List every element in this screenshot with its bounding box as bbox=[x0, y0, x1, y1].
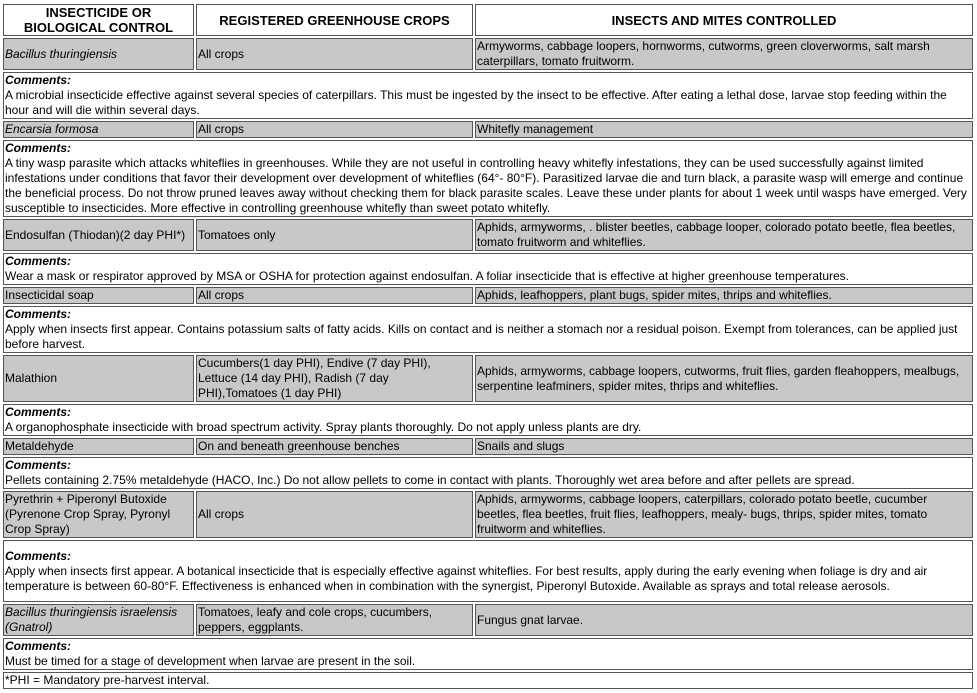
table-row bbox=[3, 287, 973, 304]
comment-text: Wear a mask or respirator approved by MSA or OSHA for protection against endosulfan. A foliar insecticide that is effective at higher greenhouse temperatures. bbox=[5, 269, 850, 283]
comments-label: Comments: bbox=[5, 254, 72, 268]
header-row bbox=[3, 4, 973, 36]
insecticide-name: Endosulfan (Thiodan)(2 day PHI*) bbox=[3, 219, 194, 251]
comment-text: Apply when insects first appear. Contains potassium salts of fatty acids. Kills on contact and is neither a stomach nor a residual poison. Exempt from tolerances, can be applied just before harvest. bbox=[5, 322, 958, 351]
registered-crops: On and beneath greenhouse benches bbox=[196, 438, 473, 455]
table-row bbox=[3, 491, 973, 538]
table-row bbox=[3, 121, 973, 138]
comment-cell bbox=[3, 306, 973, 353]
pests-controlled: Aphids, armyworms, cabbage loopers, cutworms, fruit flies, garden fleahoppers, mealbugs, serpentine leafminers, spider mites, thrips and whiteflies. bbox=[475, 355, 973, 402]
comments-label: Comments: bbox=[5, 73, 72, 87]
insecticide-name: Pyrethrin + Piperonyl Butoxide (Pyrenone Crop Spray, Pyronyl Crop Spray) bbox=[3, 491, 194, 538]
comment-row bbox=[3, 306, 973, 353]
comment-row bbox=[3, 253, 973, 285]
comment-text: Apply when insects first appear. A botanical insecticide that is especially effective against whiteflies. For best results, apply during the early evening when foliage is dry and air temperature is between 60-80°F. Effectiveness is enhanced when in combination with the synergist, Piperonyl Butoxide. Available as sprays and total release aerosols. bbox=[5, 563, 928, 593]
footnote-row bbox=[3, 672, 973, 689]
comment-row bbox=[3, 140, 973, 217]
comment-row bbox=[3, 72, 973, 119]
registered-crops: All crops bbox=[196, 38, 473, 70]
pests-controlled: Snails and slugs bbox=[475, 438, 973, 455]
comment-cell bbox=[3, 140, 973, 217]
comment-cell bbox=[3, 457, 973, 489]
table-row bbox=[3, 604, 973, 636]
registered-crops: All crops bbox=[196, 121, 473, 138]
comment-text: A tiny wasp parasite which attacks whiteflies in greenhouses. While they are not useful in controlling heavy whitefly infestations, they can be used successfully against limited infestations under conditions that favor their development over development of whiteflies (64°- 80°F). Parasitized larvae die and turn black, a parasite wasp will emerge and continue the beneficial process. Do not throw pruned leaves away without checking them for black parasite scales. Leave these under plants for about 1 week until wasps have emerged. Very susceptible to insecticides. More effective in controlling greenhouse whitefly than sweet potato whitefly. bbox=[5, 156, 967, 215]
table-row bbox=[3, 219, 973, 251]
comments-label: Comments: bbox=[5, 307, 72, 321]
comment-row bbox=[3, 638, 973, 670]
pests-controlled: Aphids, armyworms, . blister beetles, cabbage looper, colorado potato beetle, flea beetles, tomato fruitworm and whiteflies. bbox=[475, 219, 973, 251]
registered-crops: Cucumbers(1 day PHI), Endive (7 day PHI), Lettuce (14 day PHI), Radish (7 day PHI),Tomatoes (1 day PHI) bbox=[196, 355, 473, 402]
comments-label: Comments: bbox=[5, 639, 72, 653]
comments-label: Comments: bbox=[5, 458, 72, 472]
comment-row bbox=[3, 404, 973, 436]
table-row bbox=[3, 438, 973, 455]
insecticide-name: Insecticidal soap bbox=[3, 287, 194, 304]
comment-row bbox=[3, 457, 973, 489]
comment-text: Must be timed for a stage of development when larvae are present in the soil. bbox=[5, 654, 416, 668]
comment-row bbox=[3, 540, 973, 602]
comment-cell bbox=[3, 638, 973, 670]
insecticide-name: Encarsia formosa bbox=[3, 121, 194, 138]
comment-text: A organophosphate insecticide with broad spectrum activity. Spray plants thoroughly. Do not apply unless plants are dry. bbox=[5, 420, 642, 434]
comment-cell bbox=[3, 72, 973, 119]
registered-crops: Tomatoes, leafy and cole crops, cucumbers, peppers, eggplants. bbox=[196, 604, 473, 636]
comments-label: Comments: bbox=[5, 548, 72, 563]
comment-cell bbox=[3, 253, 973, 285]
comments-label: Comments: bbox=[5, 405, 72, 419]
insecticide-table bbox=[1, 2, 975, 691]
comment-text: A microbial insecticide effective against several species of caterpillars. This must be ingested by the insect to be effective. After eating a lethal dose, larvae stop feeding within the hour and will die within several days. bbox=[5, 88, 947, 117]
pests-controlled: Armyworms, cabbage loopers, hornworms, cutworms, green cloverworms, salt marsh caterpillars, tomato fruitworm. bbox=[475, 38, 973, 70]
table-row bbox=[3, 355, 973, 402]
pests-controlled: Fungus gnat larvae. bbox=[475, 604, 973, 636]
comment-text: Pellets containing 2.75% metaldehyde (HACO, Inc.) Do not allow pellets to come in contact with plants. Thoroughly wet area before and after pellets are spread. bbox=[5, 473, 855, 487]
comments-label: Comments: bbox=[5, 141, 72, 155]
comment-cell bbox=[3, 404, 973, 436]
footnote: *PHI = Mandatory pre-harvest interval. bbox=[3, 672, 973, 689]
registered-crops: All crops bbox=[196, 491, 473, 538]
insecticide-name: Malathion bbox=[3, 355, 194, 402]
pests-controlled: Whitefly management bbox=[475, 121, 973, 138]
registered-crops: Tomatoes only bbox=[196, 219, 473, 251]
comment-cell bbox=[3, 540, 973, 602]
header-crops: REGISTERED GREENHOUSE CROPS bbox=[196, 4, 473, 36]
registered-crops: All crops bbox=[196, 287, 473, 304]
header-pests: INSECTS AND MITES CONTROLLED bbox=[475, 4, 973, 36]
header-insecticide: INSECTICIDE OR BIOLOGICAL CONTROL bbox=[3, 4, 194, 36]
pests-controlled: Aphids, armyworms, cabbage loopers, caterpillars, colorado potato beetle, cucumber beetles, flea beetles, fruit flies, leafhoppers, mealy- bugs, thrips, spider mites, tomato fruitworm and whiteflies. bbox=[475, 491, 973, 538]
insecticide-name: Metaldehyde bbox=[3, 438, 194, 455]
insecticide-name: Bacillus thuringiensis israelensis (Gnatrol) bbox=[3, 604, 194, 636]
pests-controlled: Aphids, leafhoppers, plant bugs, spider mites, thrips and whiteflies. bbox=[475, 287, 973, 304]
insecticide-name: Bacillus thuringiensis bbox=[3, 38, 194, 70]
table-row bbox=[3, 38, 973, 70]
